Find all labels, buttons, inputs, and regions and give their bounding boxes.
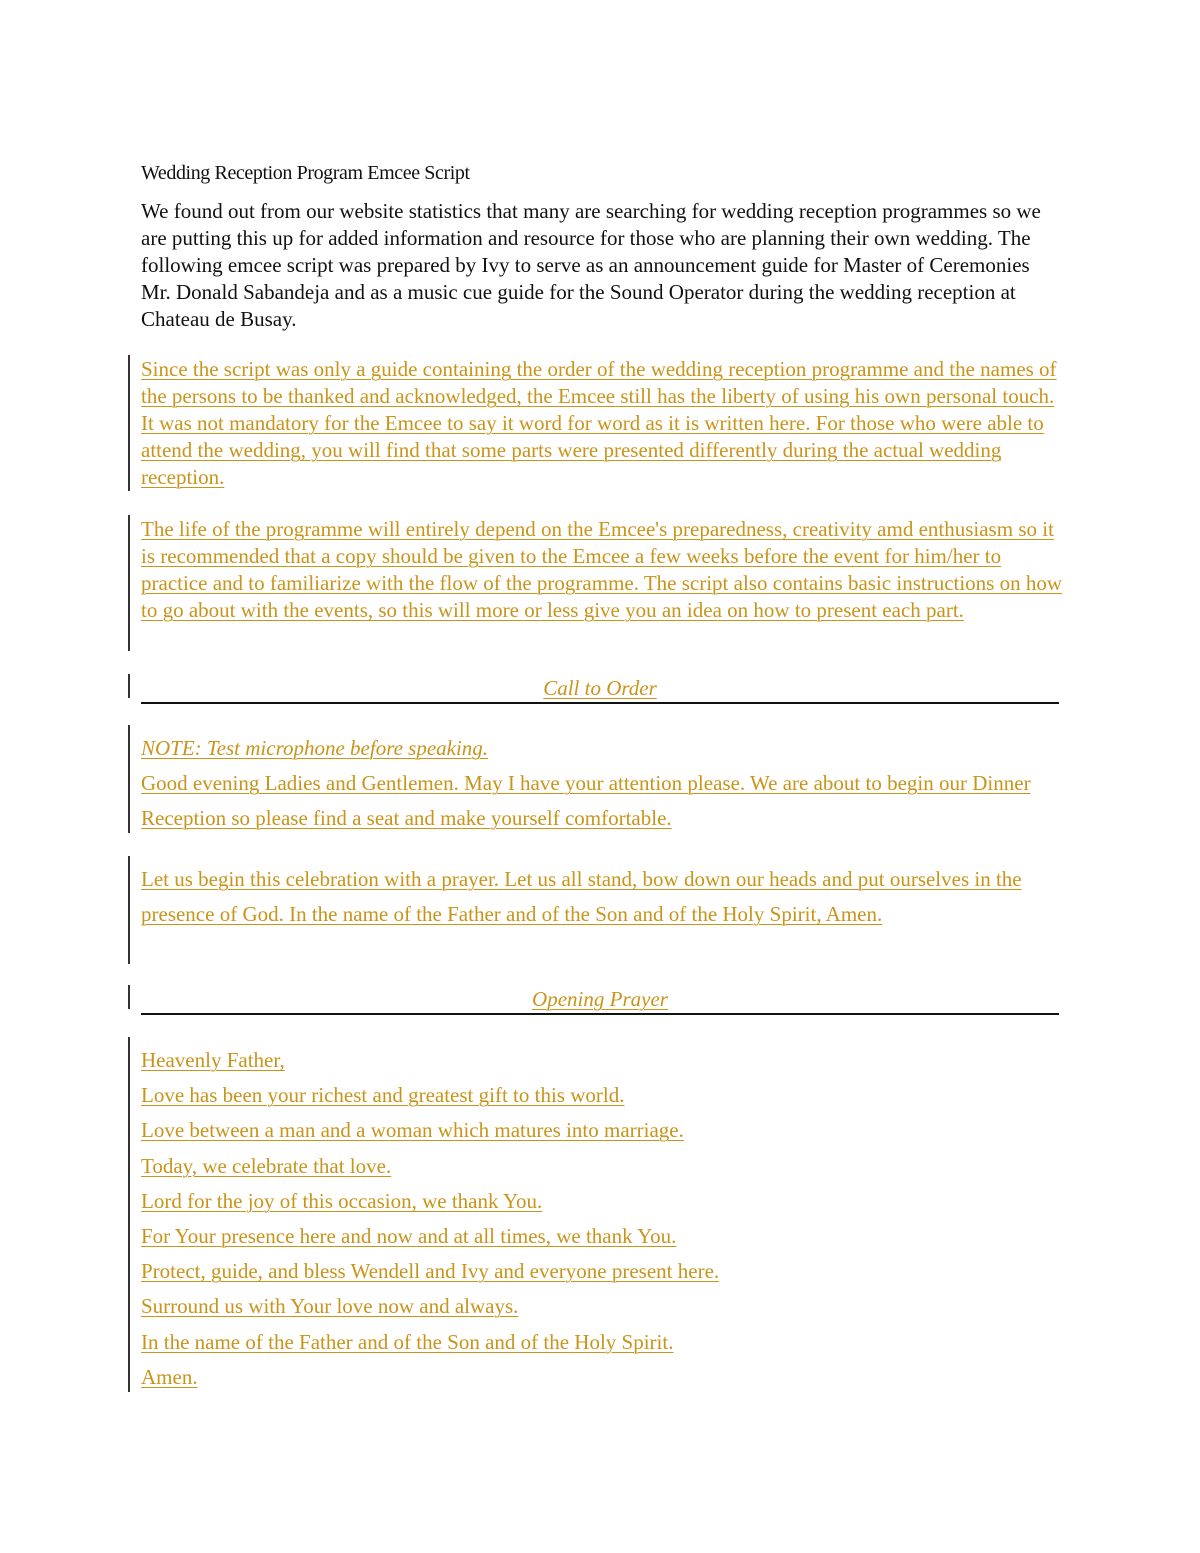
- change-bar: [128, 725, 130, 833]
- prayer-line: In the name of the Father and of the Son and of the Holy Spirit.: [141, 1329, 674, 1354]
- change-bar: [128, 985, 130, 1009]
- section-heading-opening-prayer: [141, 985, 1059, 1015]
- prayer-intro: Let us begin this celebration with a prayer. Let us all stand, bow down our heads and put ourselves in the presence of God. In the name of the Father and of the Son and of the Holy Spirit, Amen.: [141, 867, 1022, 926]
- life-paragraph: The life of the programme will entirely depend on the Emcee's preparedness, creativity amd enthusiasm so it is recommended that a copy should be given to the Emcee a few weeks before the event for him/her to practice and to familiarize with the flow of the programme. The script also contains basic instructions on how to go about with the events, so this will more or less give you an idea on how to present each part.: [141, 517, 1063, 622]
- note-text: NOTE: Test microphone before speaking.: [141, 736, 489, 760]
- change-bar: [128, 674, 130, 698]
- prayer-line: Amen.: [141, 1364, 198, 1389]
- call-block: [141, 731, 1066, 836]
- prayer-line: Lord for the joy of this occasion, we thank You.: [141, 1188, 543, 1213]
- prayer-line: Surround us with Your love now and always.: [141, 1294, 519, 1319]
- guide-paragraph: Since the script was only a guide containing the order of the wedding reception programme and the names of the persons to be thanked and acknowledged, the Emcee still has the liberty of using his own personal touch. It was not mandatory for the Emcee to say it word for word as it is written here. For those who were able to attend the wedding, you will find that some parts were presented differently during the actual wedding reception.: [141, 357, 1057, 489]
- change-bar: [128, 856, 130, 964]
- change-bar: [128, 355, 130, 491]
- prayer-line: Heavenly Father,: [141, 1048, 285, 1072]
- prayer-line: For Your presence here and now and at all times, we thank You.: [141, 1223, 677, 1248]
- section-heading-call-to-order: [141, 674, 1059, 704]
- document-title: Wedding Reception Program Emcee Script: [141, 162, 470, 184]
- section-heading-label: Call to Order: [543, 676, 657, 700]
- call-text: Good evening Ladies and Gentlemen. May I have your attention please. We are about to begin our Dinner Reception so please find a seat and make yourself comfortable.: [141, 771, 1031, 830]
- prayer-line: Love has been your richest and greatest gift to this world.: [141, 1083, 625, 1108]
- prayer-line: Protect, guide, and bless Wendell and Ivy and everyone present here.: [141, 1259, 720, 1284]
- prayer-lines: [141, 1043, 1066, 1395]
- section-heading-label: Opening Prayer: [532, 987, 668, 1011]
- prayer-line: Love between a man and a woman which matures into marriage.: [141, 1118, 684, 1143]
- intro-paragraph: We found out from our website statistics that many are searching for wedding reception programmes so we are putting this up for added information and resource for those who are planning their own wedding. The following emcee script was prepared by Ivy to serve as an announcement guide for Master of Ceremonies Mr. Donald Sabandeja and as a music cue guide for the Sound Operator during the wedding reception at Chateau de Busay.: [141, 199, 1041, 331]
- change-bar: [128, 1037, 130, 1392]
- prayer-line: Today, we celebrate that love.: [141, 1153, 392, 1178]
- change-bar: [128, 515, 130, 651]
